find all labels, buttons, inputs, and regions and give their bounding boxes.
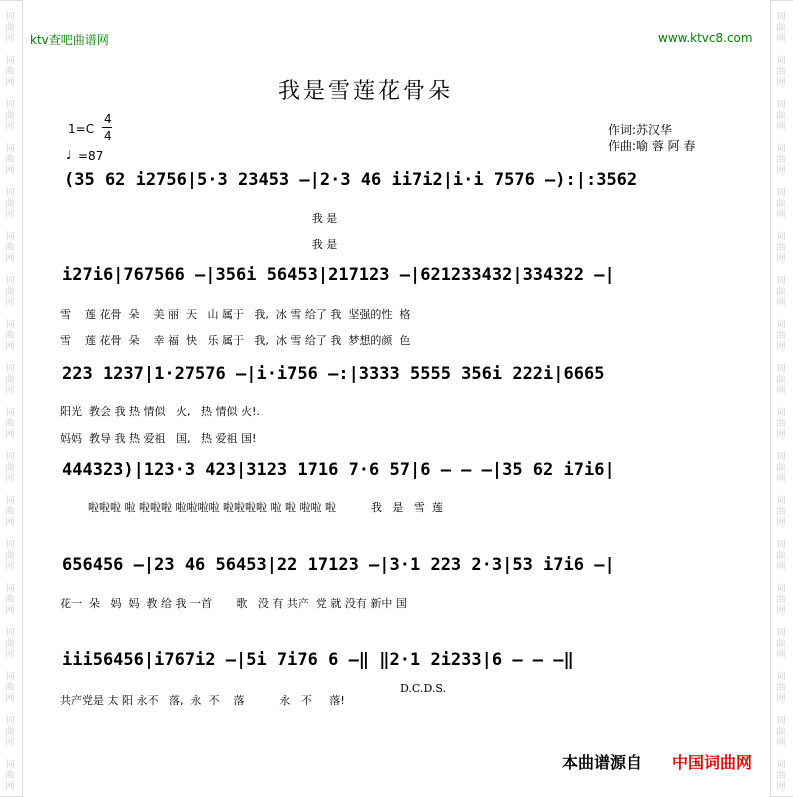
watermark-glyph: 曲 [776,727,786,737]
watermark-glyph: 曲 [5,331,15,341]
watermark-glyph: 词 [5,188,15,198]
watermark-glyph: 网 [776,562,786,572]
watermark-glyph: 词 [5,364,15,374]
watermark-glyph: 网 [5,210,15,220]
watermark-glyph: 词 [776,496,786,506]
watermark-glyph: 网 [776,738,786,748]
watermark-glyph: 网 [776,298,786,308]
watermark-glyph: 词 [5,452,15,462]
watermark-glyph: 曲 [776,683,786,693]
watermark-glyph: 词 [776,672,786,682]
watermark-glyph: 曲 [5,419,15,429]
site-url-right: www.ktvc8.com [658,31,753,45]
watermark-glyph: 词 [776,540,786,550]
watermark-glyph: 曲 [776,243,786,253]
watermark-glyph: 网 [776,650,786,660]
watermark-glyph: 网 [5,166,15,176]
watermark-glyph: 词 [776,628,786,638]
watermark-glyph: 网 [5,694,15,704]
watermark-glyph: 曲 [5,23,15,33]
lyric-row-1b: 我 是 [60,238,338,251]
right-watermark-strip [770,0,793,797]
watermark-glyph: 网 [5,122,15,132]
watermark-glyph: 网 [5,518,15,528]
watermark-glyph: 曲 [776,287,786,297]
watermark-glyph: 曲 [5,771,15,781]
watermark-glyph: 曲 [5,67,15,77]
watermark-glyph: 网 [776,386,786,396]
watermark-glyph: 词 [5,540,15,550]
watermark-glyph: 网 [776,782,786,792]
lyric-row-2a: 雪 莲 花骨 朵 美 丽 天 山 属于 我, 冰 雪 给了 我 坚强的性 格 [60,308,411,321]
watermark-glyph: 网 [776,474,786,484]
watermark-glyph: 词 [5,144,15,154]
song-title: 我是雪莲花骨朵 [278,79,454,104]
watermark-glyph: 词 [776,56,786,66]
lyric-row-2b: 雪 莲 花骨 朵 幸 福 快 乐 属于 我, 冰 雪 给了 我 梦想的颜 色 [60,334,411,347]
watermark-glyph: 曲 [5,727,15,737]
watermark-glyph: 曲 [776,375,786,385]
da-capo-marker: D.C.D.S. [400,682,447,695]
left-watermark-strip [0,0,23,797]
watermark-glyph: 网 [776,342,786,352]
watermark-glyph: 曲 [5,375,15,385]
watermark-glyph: 曲 [5,463,15,473]
watermark-glyph: 网 [5,606,15,616]
watermark-glyph: 网 [776,122,786,132]
watermark-glyph: 网 [5,738,15,748]
staff-row-5: 656456 –|23 46 56453|22 17123 –|3·1 223 2·3|53 i7i6 –| [62,555,615,575]
watermark-glyph: 词 [5,408,15,418]
composer-credit: 作曲:喻 蓉 阿 春 [608,139,696,153]
watermark-glyph: 词 [776,320,786,330]
watermark-glyph: 词 [5,100,15,110]
watermark-glyph: 网 [5,782,15,792]
watermark-glyph: 曲 [5,639,15,649]
staff-row-4: 444323)|123·3 423|3123 1716 7·6 57|6 – – –|35 62 i7i6| [62,460,615,480]
watermark-glyph: 曲 [5,507,15,517]
watermark-glyph: 网 [5,562,15,572]
watermark-glyph: 词 [776,100,786,110]
source-label: 本曲谱源自 [562,753,643,772]
watermark-glyph: 曲 [776,595,786,605]
time-signature-divider [102,127,112,128]
watermark-glyph: 词 [5,672,15,682]
watermark-glyph: 曲 [776,67,786,77]
lyric-row-6: 共产党是 太 阳 永不 落, 永 不 落 永 不 落! [60,694,345,707]
staff-row-6: iii56456|i767i2 –|5i 7i76 6 –‖ ‖2·1 2i233|6 – – –‖ [62,650,574,670]
watermark-glyph: 词 [776,12,786,22]
watermark-glyph: 词 [5,496,15,506]
lyric-row-3a: 阳光 教会 我 热 情似 火, 热 情似 火!. [60,405,260,418]
watermark-glyph: 词 [5,12,15,22]
watermark-glyph: 网 [5,386,15,396]
watermark-glyph: 网 [5,78,15,88]
watermark-glyph: 词 [776,232,786,242]
lyric-row-5: 花一 朵 妈 妈 教 给 我 一首 歌 没 有 共产 党 就 没有 新中 国 [60,597,407,610]
time-signature-top: 4 [104,112,112,126]
watermark-glyph: 网 [776,518,786,528]
watermark-glyph: 词 [5,716,15,726]
watermark-glyph: 曲 [5,111,15,121]
time-signature-bottom: 4 [104,129,112,143]
tempo-marking: =87 [78,149,104,163]
watermark-glyph: 网 [5,298,15,308]
watermark-glyph: 网 [5,254,15,264]
watermark-glyph: 词 [776,760,786,770]
watermark-glyph: 曲 [776,771,786,781]
watermark-glyph: 网 [776,210,786,220]
watermark-glyph: 词 [776,144,786,154]
watermark-glyph: 词 [5,320,15,330]
lyric-row-4: 啦啦啦 啦 啦啦啦 啦啦啦啦 啦啦啦啦 啦 啦 啦啦 啦 我 是 雪 莲 [60,501,443,514]
watermark-glyph: 曲 [5,683,15,693]
staff-row-1: (35 62 i2756|5·3 23453 –|2·3 46 ii7i2|i·i 7576 –):|:3562 [64,170,638,190]
watermark-glyph: 曲 [776,463,786,473]
lyric-row-3b: 妈妈 教导 我 热 爱祖 国, 热 爱祖 国! [60,432,257,445]
site-name-left: ktv查吧曲谱网 [30,33,109,47]
watermark-glyph: 网 [776,606,786,616]
watermark-glyph: 网 [5,342,15,352]
watermark-glyph: 曲 [776,507,786,517]
source-brand: 中国词曲网 [672,753,753,772]
watermark-glyph: 曲 [5,595,15,605]
watermark-glyph: 网 [776,254,786,264]
watermark-glyph: 词 [776,188,786,198]
watermark-glyph: 曲 [5,551,15,561]
watermark-glyph: 曲 [5,199,15,209]
watermark-glyph: 词 [776,408,786,418]
watermark-glyph: 曲 [776,331,786,341]
lyric-row-1a: 我 是 [60,212,338,225]
watermark-glyph: 词 [5,584,15,594]
watermark-glyph: 网 [5,34,15,44]
watermark-glyph: 词 [5,232,15,242]
watermark-glyph: 曲 [5,243,15,253]
watermark-glyph: 词 [776,452,786,462]
watermark-glyph: 网 [776,166,786,176]
quarter-note-icon: ♩ [66,148,72,162]
watermark-glyph: 网 [5,650,15,660]
watermark-glyph: 词 [776,716,786,726]
watermark-glyph: 网 [776,34,786,44]
watermark-glyph: 曲 [776,111,786,121]
watermark-glyph: 网 [776,694,786,704]
watermark-glyph: 曲 [5,287,15,297]
staff-row-3: 223 1237|1·27576 –|i·i756 –:|3333 5555 356i 222i|6665 [62,364,605,384]
key-signature: 1=C [68,122,95,136]
watermark-glyph: 曲 [776,199,786,209]
watermark-glyph: 网 [776,430,786,440]
watermark-glyph: 曲 [776,419,786,429]
watermark-glyph: 词 [5,628,15,638]
watermark-glyph: 词 [5,760,15,770]
watermark-glyph: 词 [776,276,786,286]
watermark-glyph: 网 [776,78,786,88]
watermark-glyph: 词 [776,364,786,374]
staff-row-2: i27i6|767566 –|356i 56453|217123 –|621233432|334322 –| [62,265,615,285]
watermark-glyph: 网 [5,430,15,440]
watermark-glyph: 词 [5,276,15,286]
watermark-glyph: 曲 [776,551,786,561]
watermark-glyph: 曲 [776,155,786,165]
watermark-glyph: 网 [5,474,15,484]
watermark-glyph: 曲 [776,639,786,649]
watermark-glyph: 词 [5,56,15,66]
watermark-glyph: 词 [776,584,786,594]
watermark-glyph: 曲 [776,23,786,33]
lyricist-credit: 作词:苏汉华 [608,123,673,137]
watermark-glyph: 曲 [5,155,15,165]
